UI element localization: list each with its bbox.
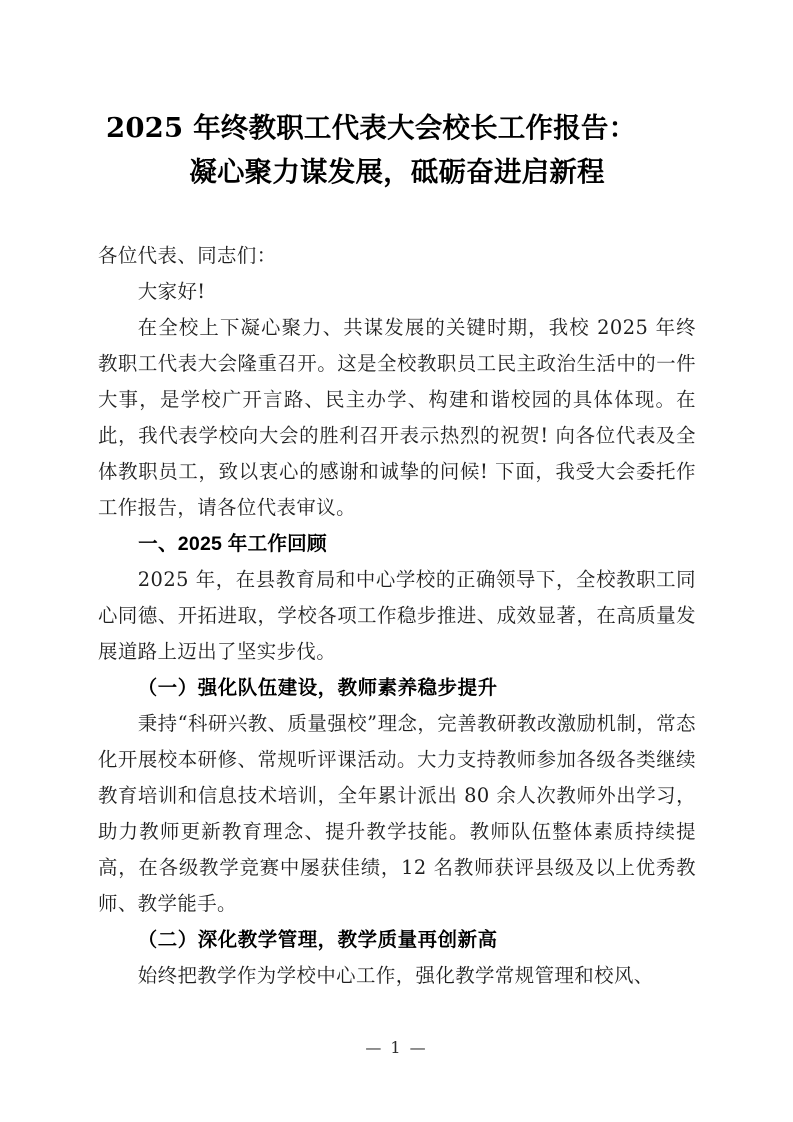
page-content (98, 0, 696, 994)
salutation: 各位代表、同志们： (98, 244, 277, 267)
document-title-line-1: 2025 年终教职工代表大会校长工作报告： (106, 112, 637, 144)
subsection-heading-1-2: （二）深化教学管理，教学质量再创新高 (137, 928, 498, 951)
section-heading-1: 一、2025 年工作回顾 (138, 533, 327, 555)
subsection-heading-1-1: （一）强化队伍建设，教师素养稳步提升 (137, 676, 498, 699)
document-title-line-2: 凝心聚力谋发展，砥砺奋进启新程 (189, 156, 605, 188)
opening-paragraph: 在全校上下凝心聚力、共谋发展的关键时期，我校 2025 年终教职工代表大会隆重召开。这是全校教职员工民主政治生活中的一件大事，是学校广开言路、民主办学、构建和谐校园的具体体现。在此，我代表学校向大会的胜利召开表示热烈的祝贺! 向各位代表及全体教职员工，致以衷心的感谢和诚挚的问候! 下面，我受大会委托作工作报告，请各位代表审议。 (98, 316, 696, 519)
page-number: — 1 — (365, 1038, 428, 1057)
page-footer (0, 1038, 793, 1057)
document-body (98, 238, 696, 994)
document-title (98, 0, 696, 194)
subsection-1-2-paragraph: 始终把教学作为学校中心工作，强化教学常规管理和校风、 (137, 964, 654, 987)
greeting: 大家好! (137, 280, 206, 303)
subsection-1-1-paragraph: 秉持“科研兴教、质量强校”理念，完善教研教改激励机制，常态化开展校本研修、常规听评课活动。大力支持教师参加各级各类继续教育培训和信息技术培训，全年累计派出 80 余人次教师外出学习，助力教师更新教育理念、提升教学技能。教师队伍整体素质持续提高，在各级教学竞赛中屡获佳绩，12 名教师获评县级及以上优秀教师、教学能手。 (98, 712, 696, 915)
section-1-intro-paragraph: 2025 年，在县教育局和中心学校的正确领导下，全校教职工同心同德、开拓进取，学校各项工作稳步推进、成效显著，在高质量发展道路上迈出了坚实步伐。 (98, 568, 696, 663)
